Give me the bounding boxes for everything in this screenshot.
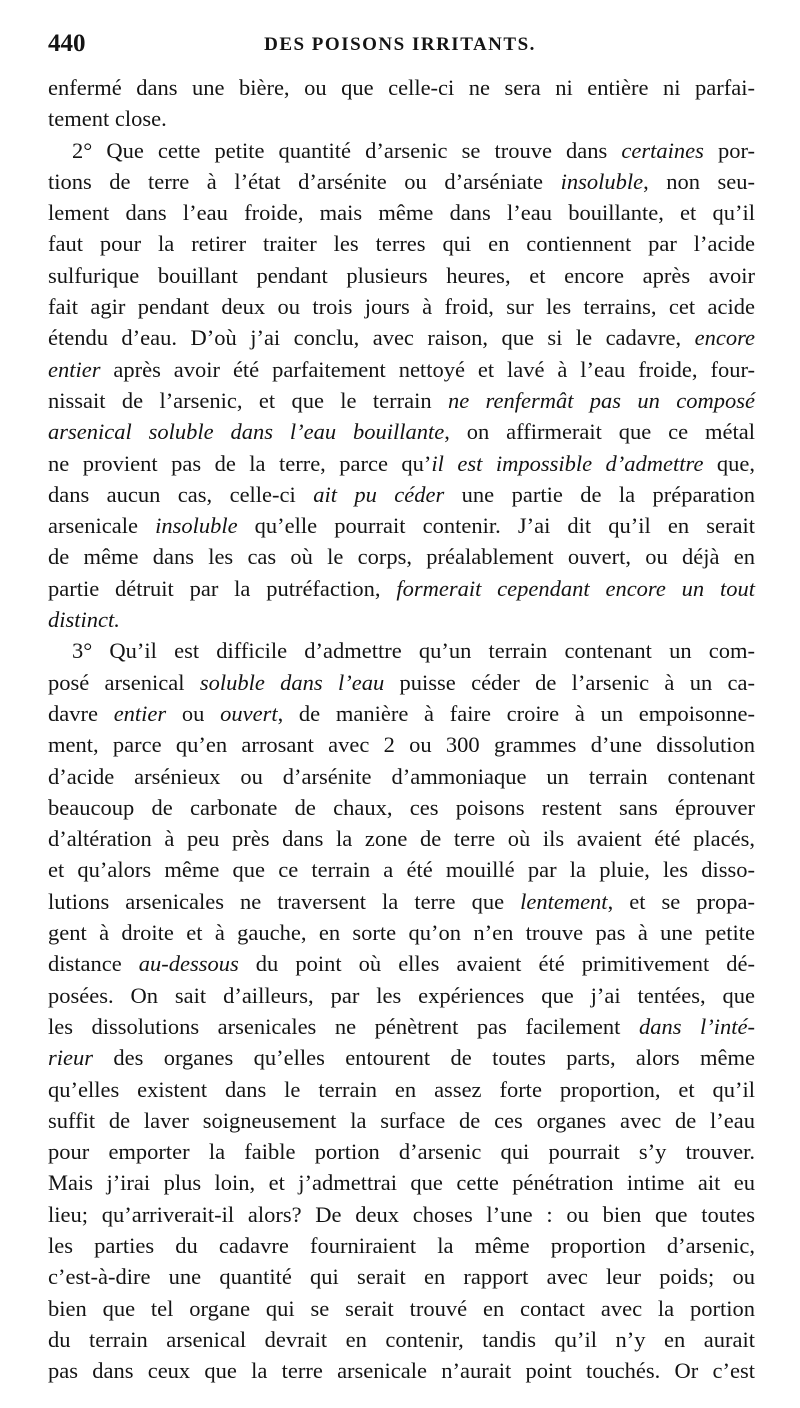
text-segment: des organes qu’elles entourent de toutes parts, alors même [93, 1045, 755, 1071]
text-segment: une partie de la préparation [444, 481, 755, 507]
text-segment: lement dans l’eau froide, mais même dans l’eau bouillante, et qu’il [48, 200, 755, 226]
text-line [48, 541, 755, 572]
text-line [48, 1199, 755, 1230]
text-line [48, 135, 755, 166]
text-segment: du terrain arsenical devrait en contenir, tandis qu’il n’y en aurait [48, 1326, 755, 1352]
text-line [48, 1011, 755, 1042]
text-line [48, 761, 755, 792]
italic-text: au-dessous [138, 951, 239, 977]
text-segment: sulfurique bouillant pendant plusieurs heures, et encore après avoir [48, 262, 755, 288]
italic-text: distinct. [48, 607, 120, 633]
text-line [48, 416, 755, 447]
italic-text: encore [694, 325, 755, 351]
paragraph [48, 72, 755, 135]
text-segment: Mais j’irai plus loin, et j’admettrai que cette pénétration intime ait eu [48, 1170, 755, 1196]
text-segment: de même dans les cas où le corps, préalablement ouvert, ou déjà en [48, 544, 755, 570]
text-segment: , et se propa- [607, 888, 756, 914]
text-segment: lieu; qu’arriverait-il alors? De deux choses l’une : ou bien que toutes [48, 1201, 755, 1227]
text-segment: tions de terre à l’état d’arsénite ou d’arséniate [48, 168, 561, 194]
paragraph [48, 635, 755, 1386]
text-line [48, 792, 755, 823]
italic-text: entier [113, 700, 167, 726]
text-segment: dans aucun cas, celle-ci [48, 481, 314, 507]
text-segment: c’est-à-dire une quantité qui serait en rapport avec leur poids; ou [48, 1264, 755, 1290]
text-segment: davre [48, 700, 114, 726]
text-line [48, 698, 755, 729]
text-segment: pour emporter la faible portion d’arsenic qui pourrait s’y trouver. [48, 1139, 755, 1165]
text-segment: les dissolutions arsenicales ne pénètrent pas facilement [48, 1013, 639, 1039]
text-segment: arsenicale [48, 513, 156, 539]
text-line [48, 1230, 755, 1261]
italic-text: soluble dans l’eau [199, 669, 385, 695]
text-line [48, 948, 755, 979]
text-line [48, 729, 755, 760]
text-segment: 2° Que cette petite quantité d’arsenic se trouve dans [72, 137, 622, 163]
text-line [48, 1136, 755, 1167]
text-line [48, 823, 755, 854]
text-line [48, 1324, 755, 1355]
italic-text: formerait cependant encore un tout [396, 575, 755, 601]
text-segment: beaucoup de carbonate de chaux, ces poisons restent sans éprouver [48, 794, 755, 820]
text-segment: ou [166, 700, 221, 726]
text-line [48, 1355, 755, 1386]
text-line [48, 291, 755, 322]
text-line [48, 510, 755, 541]
text-segment: distance [48, 951, 139, 977]
text-line [48, 917, 755, 948]
text-line [48, 573, 755, 604]
text-line [48, 72, 755, 103]
text-segment: posées. On sait d’ailleurs, par les expériences que j’ai tentées, que [48, 982, 755, 1008]
text-segment: 3° Qu’il est difficile d’admettre qu’un terrain contenant un com- [72, 638, 755, 664]
italic-text: ne renfermât pas un composé [447, 387, 756, 413]
text-line [48, 667, 755, 698]
text-line [48, 635, 755, 666]
text-segment: puisse céder de l’arsenic à un ca- [384, 669, 755, 695]
italic-text: il est impossible d’admettre [431, 450, 704, 476]
text-segment: les parties du cadavre fourniraient la même proportion d’arsenic, [48, 1232, 755, 1258]
text-segment: qu’elles existent dans le terrain en assez forte proportion, et qu’il [48, 1076, 755, 1102]
text-segment: qu’elle pourrait contenir. J’ai dit qu’il en serait [237, 513, 755, 539]
text-segment: que, [703, 450, 756, 476]
text-segment: ment, parce qu’en arrosant avec 2 ou 300 grammes d’une dissolution [48, 732, 755, 758]
italic-text: rieur [48, 1045, 93, 1071]
text-line [48, 197, 755, 228]
text-segment: posé arsenical [48, 669, 200, 695]
text-segment: ne provient pas de la terre, parce qu’ [48, 450, 432, 476]
text-line [48, 1042, 755, 1073]
text-line [48, 322, 755, 353]
text-line [48, 886, 755, 917]
body-text [48, 72, 755, 1386]
text-line [48, 166, 755, 197]
text-segment: , non seu- [643, 168, 755, 194]
italic-text: dans l’inté- [638, 1013, 756, 1039]
text-line [48, 1167, 755, 1198]
text-segment: après avoir été parfaitement nettoyé et lavé à l’eau froide, four- [100, 356, 755, 382]
text-segment: , on affirmerait que ce métal [444, 419, 756, 445]
italic-text: lentement [520, 888, 608, 914]
text-line [48, 854, 755, 885]
text-line [48, 479, 755, 510]
text-segment: fait agir pendant deux ou trois jours à froid, sur les terrains, cet acide [48, 294, 755, 320]
text-segment: lutions arsenicales ne traversent la terre que [48, 888, 521, 914]
text-line [48, 1261, 755, 1292]
italic-text: arsenical soluble dans l’eau bouillante [48, 419, 445, 445]
text-line [48, 260, 755, 291]
text-segment: d’acide arsénieux ou d’arsénite d’ammoniaque un terrain contenant [48, 763, 755, 789]
text-segment: suffit de laver soigneusement la surface de ces organes avec de l’eau [48, 1107, 755, 1133]
text-line [48, 604, 755, 635]
text-segment: bien que tel organe qui se serait trouvé en contact avec la portion [48, 1295, 755, 1321]
italic-text: certaines [621, 137, 704, 163]
text-segment: faut pour la retirer traiter les terres qui en contiennent par l’acide [48, 231, 755, 257]
text-segment: d’altération à peu près dans la zone de terre où ils avaient été placés, [48, 826, 755, 852]
paragraph [48, 135, 755, 636]
text-segment: pas dans ceux que la terre arsenicale n’aurait point touchés. Or c’est [48, 1358, 755, 1384]
text-line [48, 228, 755, 259]
text-segment: du point où elles avaient été primitivement dé- [238, 951, 756, 977]
text-segment: partie détruit par la putréfaction, [48, 575, 397, 601]
text-line [48, 1074, 755, 1105]
text-segment: nissait de l’arsenic, et que le terrain [48, 387, 448, 413]
text-segment: et qu’alors même que ce terrain a été mouillé par la pluie, les disso- [48, 857, 755, 883]
italic-text: entier [48, 356, 101, 382]
italic-text: ouvert [220, 700, 278, 726]
italic-text: insoluble [155, 513, 238, 539]
text-line [48, 1105, 755, 1136]
text-segment: tement close. [48, 106, 167, 132]
text-line [48, 385, 755, 416]
text-line [48, 1293, 755, 1324]
text-line [48, 354, 755, 385]
text-line [48, 103, 755, 134]
running-head [48, 30, 752, 62]
page-number: 440 [48, 30, 86, 57]
text-line [48, 448, 755, 479]
text-segment: gent à droite et à gauche, en sorte qu’on n’en trouve pas à une petite [48, 920, 755, 946]
text-segment: , de manière à faire croire à un empoisonne- [277, 700, 756, 726]
italic-text: ait pu céder [313, 481, 445, 507]
text-segment: por- [703, 137, 755, 163]
text-segment: enfermé dans une bière, ou que celle-ci ne sera ni entière ni parfai- [48, 75, 755, 100]
text-line [48, 980, 755, 1011]
text-segment: étendu d’eau. D’où j’ai conclu, avec raison, que si le cadavre, [48, 325, 695, 351]
running-title: DES POISONS IRRITANTS. [264, 34, 536, 55]
italic-text: insoluble [560, 168, 644, 194]
